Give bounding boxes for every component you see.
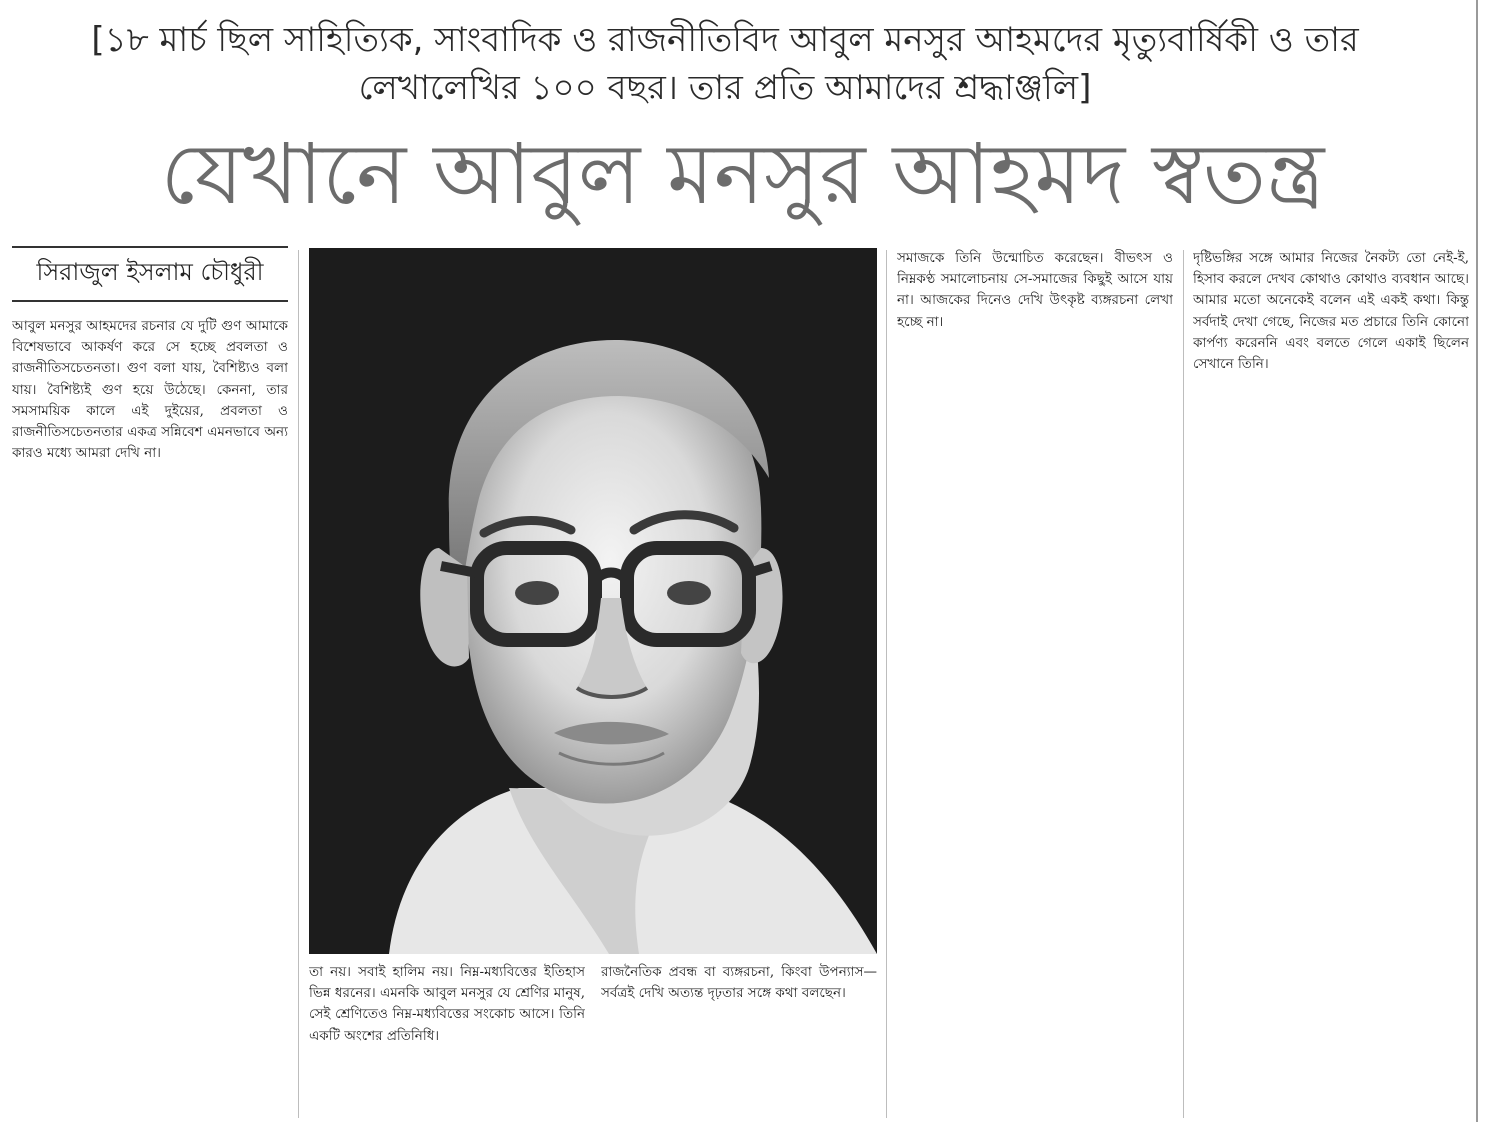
column-4-text: সমাজকে তিনি উন্মোচিত করেছেন। বীভৎস ও নিম্নকণ্ঠ সমালোচনায় সে-সমাজের কিছুই আসে যায় না। আজকের দিনেও দেখি উৎকৃষ্ট ব্যঙ্গরচনা লেখা হচ্ছে না।	[897, 250, 1173, 330]
column-5	[1193, 248, 1469, 1116]
author-portrait	[309, 248, 877, 954]
page-edge-rule	[1476, 0, 1478, 1122]
byline-rule-top	[12, 246, 288, 248]
deck-line-1: [১৮ মার্চ ছিল সাহিত্যিক, সাংবাদিক ও রাজনীতিবিদ আবুল মনসুর আহমদের মৃত্যুবার্ষিকী ও তার	[91, 20, 1359, 60]
deck-line-2: লেখালেখির ১০০ বছর। তার প্রতি আমাদের শ্রদ্ধাঞ্জলি]	[358, 68, 1092, 108]
byline: সিরাজুল ইসলাম চৌধুরী	[36, 258, 264, 286]
gutter-rule-1	[298, 250, 299, 1118]
column-5-text: দৃষ্টিভঙ্গির সঙ্গে আমার নিজের নৈকট্য তো নেই-ই, হিসাব করলে দেখব কোথাও কোথাও ব্যবধান আছে। আমার মতো অনেকেই বলেন এই একই কথা। কিন্তু সর্বদাই দেখা গেছে, নিজের মত প্রচারে তিনি কোনো কার্পণ্য করেননি এবং বলতে গেলে একাই ছিলেন সেখানে তিনি।	[1193, 250, 1469, 373]
column-2	[309, 962, 585, 1116]
gutter-rule-2	[886, 250, 887, 1118]
gutter-rule-3	[1183, 250, 1184, 1118]
headline: যেখানে আবুল মনসুর আহমদ স্বতন্ত্র	[160, 125, 1325, 223]
column-1-text: আবুল মনসুর আহমদের রচনার যে দুটি গুণ আমাকে বিশেষভাবে আকর্ষণ করে সে হচ্ছে প্রবলতা ও রাজনীতিসচেতনতা। গুণ বলা যায়, বৈশিষ্ট্যও বলা যায়। বৈশিষ্ট্যই গুণ হয়ে উঠেছে। কেননা, তার সমসাময়িক কালে এই দুইয়ের, প্রবলতা ও রাজনীতিসচেতনতার একত্র সন্নিবেশ এমনভাবে অন্য কারও মধ্যে আমরা দেখি না।	[12, 318, 288, 462]
column-4	[897, 248, 1173, 1116]
portrait-illustration	[309, 248, 877, 954]
column-3	[601, 962, 877, 1116]
column-1	[12, 316, 288, 1116]
byline-rule-bottom	[12, 300, 288, 302]
column-3-text: রাজনৈতিক প্রবন্ধ বা ব্যঙ্গরচনা, কিংবা উপন্যাস— সর্বত্রই দেখি অত্যন্ত দৃঢ়তার সঙ্গে কথা বলছেন।	[601, 964, 877, 1002]
column-2-text: তা নয়। সবাই হালিম নয়। নিম্ন-মধ্যবিত্তের ইতিহাস ভিন্ন ধরনের। এমনকি আবুল মনসুর যে শ্রেণির মানুষ, সেই শ্রেণিতেও নিম্ন-মধ্যবিত্তের সংকোচ আসে। তিনি একটি অংশের প্রতিনিধি।	[309, 964, 585, 1044]
